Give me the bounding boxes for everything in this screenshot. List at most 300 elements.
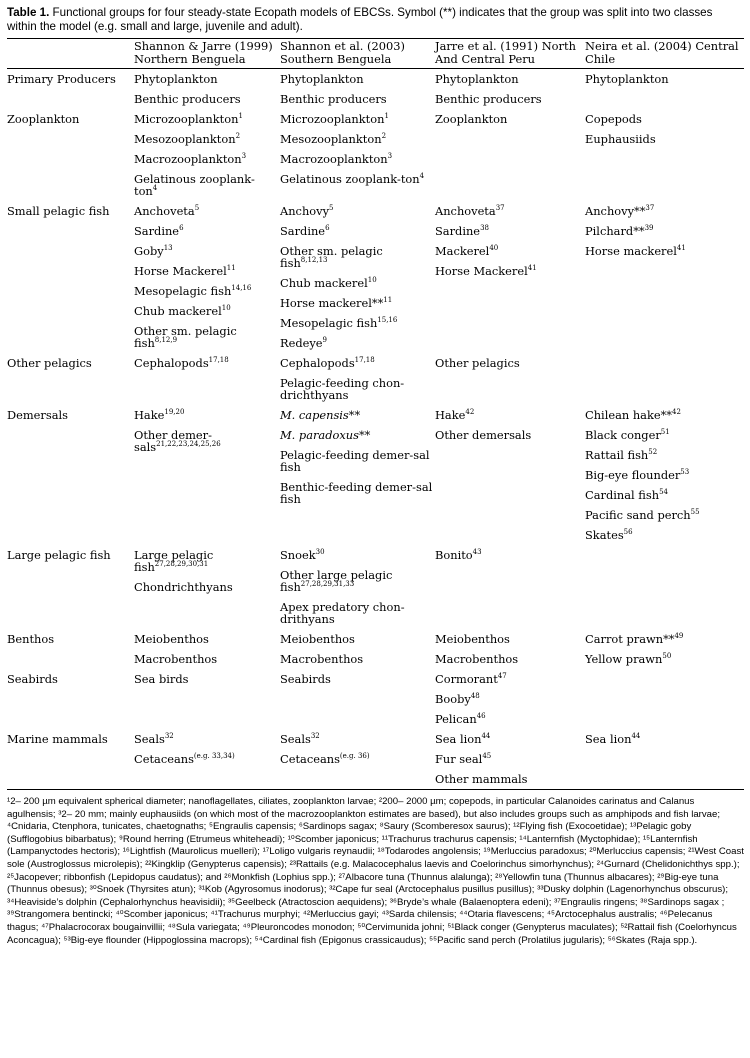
footnote-ref: 21,22,23,24,25,26 <box>156 440 221 449</box>
model-cell <box>134 729 280 790</box>
entry-name: Mackerel <box>435 244 490 258</box>
species-group-entry <box>134 69 278 89</box>
entry-name: Mesozooplankton <box>280 132 382 146</box>
entry-name: Rattail fish <box>585 448 649 462</box>
model-cell <box>435 629 585 669</box>
entry-name: Phytoplankton <box>435 72 519 86</box>
model-cell <box>585 201 744 353</box>
footnote-ref: 15,16 <box>377 316 398 325</box>
entry-name: Macrozooplankton <box>280 152 388 166</box>
group-label: Large pelagic fish <box>7 548 111 562</box>
table-header-row <box>7 39 744 69</box>
group-cell <box>7 201 134 353</box>
entry-name: Mesopelagic fish <box>134 284 232 298</box>
model-cell <box>435 729 585 790</box>
entry-name: M. paradoxus <box>280 428 359 442</box>
entry-name: Pelagic-feeding demer-sal fish <box>280 448 430 474</box>
entry-name: Horse mackerel** <box>280 296 384 310</box>
species-group-entry <box>435 241 583 261</box>
entry-name: Sea lion <box>435 732 482 746</box>
species-group-entry <box>280 669 433 689</box>
species-group-entry <box>585 445 742 465</box>
species-group-entry <box>585 525 742 545</box>
entry-name: Other mammals <box>435 772 528 786</box>
group-label: Zooplankton <box>7 112 80 126</box>
footnote-ref: 32 <box>310 732 320 741</box>
entry-name: Sardine <box>280 224 326 238</box>
group-cell <box>7 669 134 729</box>
footnote-ref: 45 <box>482 752 492 761</box>
model-cell <box>134 201 280 353</box>
entry-name: Macrozooplankton <box>134 152 242 166</box>
functional-groups-table <box>7 38 744 790</box>
entry-name: Benthic-feeding demer-sal fish <box>280 480 433 506</box>
footnote-ref: 39 <box>644 224 654 233</box>
table-caption <box>7 6 744 34</box>
footnote-ref: 44 <box>481 732 491 741</box>
footnote-ref: 10 <box>367 276 377 285</box>
entry-name: Cephalopods <box>134 356 209 370</box>
species-group-entry <box>280 149 433 169</box>
species-group-entry <box>585 505 742 525</box>
entry-name: Carrot prawn** <box>585 632 675 646</box>
species-group-entry <box>134 405 278 425</box>
group-cell <box>7 629 134 669</box>
entry-name: Cormorant <box>435 672 498 686</box>
species-group-entry <box>435 709 583 729</box>
entry-name: Sardine <box>134 224 180 238</box>
footnote-ref: 2 <box>381 132 387 141</box>
group-cell <box>7 353 134 405</box>
entry-name: Microzooplankton <box>280 112 385 126</box>
footnote-ref: 17,18 <box>354 356 375 365</box>
footnote-ref: 42 <box>672 408 681 417</box>
footnote-ref: 42 <box>465 408 475 417</box>
group-label: Seabirds <box>7 672 58 686</box>
entry-name: Macrobenthos <box>280 652 364 666</box>
entry-name: Redeye <box>280 336 323 350</box>
species-group-entry <box>435 89 583 109</box>
entry-name: Other sm. pelagic fish <box>280 244 383 270</box>
entry-name: Mesozooplankton <box>134 132 236 146</box>
species-group-entry <box>435 201 583 221</box>
species-group-entry <box>435 405 583 425</box>
entry-name: Chondrichthyans <box>134 580 233 594</box>
footnote-ref: 53 <box>680 468 690 477</box>
footnote-ref: 5 <box>194 204 200 213</box>
model-cell <box>435 69 585 110</box>
model-cell <box>585 109 744 201</box>
entry-name: Chilean hake** <box>585 408 672 422</box>
header-cell <box>7 39 134 69</box>
species-group-entry <box>280 445 433 477</box>
footnotes: ¹2– 200 µm equivalent spherical diameter; nanoflagellates, ciliates, zooplankton larvae; ²200– 2000 µm; copepods, in particular Calanoides carinatus and Calanus agulhensis; ³2– 20 mm; mainly euphausiids (on which most of the macrozooplankton estimates are based), but also includes groups such as amphipods and fish larvae; ⁴Cnidaria, Ctenphora, tunicates, chaetognaths; ⁵Engraulis capensis; ⁶Sardinops sagax; ⁸Saury (Scomberesox saurus); ¹²Flying fish (Exocoetidae); ¹³Pelagic goby (Sufflogobius bibarbatus); ⁹Round herring (Etrumeus whiteheadi); ¹⁰Scomber japonicus; ¹¹Trachurus trachurus capensis; ¹⁴Lanternfish (Myctophidae); ¹⁵Lanternfish (Lampanyctodes hectoris); ¹⁶Lightfish (Maurolicus muelleri); ¹⁷Loligo vulgaris reynaudii; ¹⁸Todarodes angolensis; ¹⁹Merluccius paradoxus; ²⁰Merluccius capensis; ²¹West Coast sole (Austroglossus microlepis); ²²Kingklip (Genypterus capensis); ²³Rattails (e.g. Malacocephalus laevis and Coelorinchus simorhynchus); ²⁴Gurnard (Chelidonichthys spp.); ²⁵Jacopever; ribbonfish (Lepidopus caudatus); and ²⁶Monkfish (Lophius spp.); ²⁷Albacore tuna (Thunnus alalunga); ²⁸Yellowfin tuna (Thunnus albacares); ²⁹Big-eye tuna (Thunnus obesus); ³⁰Snoek (Thyrsites atun); ³¹Kob (Agyrosomus inodorus); ³²Cape fur seal (Arctocephalus pusillus pusillus); ³³Dusky dolphin (Lagenorhynchus obscurus); ³⁴Heaviside’s dolphin (Cephalorhynchus heavisidii); ³⁵Geelbeck (Atractoscion aequidens); ³⁶Bryde’s whale (Balaenoptera edeni); ³⁷Engraulis ringens; ³⁸Sardinops sagax ; ³⁹Strangomera bentincki; ⁴⁰Scomber japonicus; ⁴¹Trachurus murphyi; ⁴²Merluccius gayi; ⁴³Sarda chilensis; ⁴⁴Otaria flavescens; ⁴⁵Arctocephalus australis; ⁴⁶Pelecanus thagus; ⁴⁷Phalacrocorax bougainvillii; ⁴⁸Sula variegata; ⁴⁹Pleuroncodes monodon; ⁵⁰Cervimunida johni; ⁵¹Black conger (Genypterus maculates); ⁵²Rattail fish (Coelorhyncus Aconcagua); ⁵³Big-eye flounder (Hippoglossina macrops); ⁵⁴Cardinal fish (Epigonus crassicaudus); ⁵⁵Pacific sand perch (Prolatilus jugularis); ⁵⁶Skates (Raja spp.). <box>7 796 744 946</box>
entry-name: Large pelagic fish <box>134 548 214 574</box>
species-group-entry <box>585 405 742 425</box>
entry-name: Chub mackerel <box>134 304 222 318</box>
species-group-entry <box>134 241 278 261</box>
footnote-ref: 38 <box>480 224 489 233</box>
entry-name: Benthic producers <box>280 92 387 106</box>
model-cell <box>280 69 435 110</box>
footnote-ref: (e.g. 36) <box>339 752 370 761</box>
model-cell <box>435 405 585 545</box>
footnote-ref: 27,28,29,30,31 <box>154 560 209 569</box>
entry-name: Seals <box>280 732 311 746</box>
model-cell <box>134 669 280 729</box>
entry-name: Copepods <box>585 112 642 126</box>
footnote-ref: 13 <box>163 244 173 253</box>
entry-name: Booby <box>435 692 471 706</box>
model-cell <box>134 405 280 545</box>
group-label: Primary Producers <box>7 72 116 86</box>
footnote-ref: 52 <box>648 448 658 457</box>
group-cell <box>7 545 134 629</box>
group-label: Small pelagic fish <box>7 204 110 218</box>
species-group-entry <box>585 629 742 649</box>
footnote-ref: 44 <box>631 732 641 741</box>
entry-name: Anchovy <box>280 204 330 218</box>
table-row <box>7 729 744 790</box>
footnote-ref: 37 <box>645 204 655 213</box>
species-group-entry <box>134 281 278 301</box>
entry-name: Mesopelagic fish <box>280 316 378 330</box>
model-cell <box>280 201 435 353</box>
entry-name: Microzooplankton <box>134 112 239 126</box>
species-group-entry <box>134 425 278 457</box>
group-label: Benthos <box>7 632 55 646</box>
header-cell: Shannon & Jarre (1999) Northern Benguela <box>134 39 280 69</box>
model-cell <box>280 629 435 669</box>
species-group-entry <box>585 649 742 669</box>
entry-name: Cardinal fish <box>585 488 660 502</box>
model-cell <box>585 69 744 110</box>
table-row <box>7 545 744 629</box>
model-cell <box>435 353 585 405</box>
header-cell: Neira et al. (2004) Central Chile <box>585 39 744 69</box>
species-group-entry <box>280 629 433 649</box>
footnote-ref: 10 <box>221 304 231 313</box>
footnote-ref: (e.g. 33,34) <box>193 752 235 761</box>
species-group-entry <box>280 729 433 749</box>
model-cell <box>585 405 744 545</box>
footnote-ref: 9 <box>322 336 327 345</box>
caption-text: Functional groups for four steady-state Ecopath models of EBCSs. Symbol (**) indicates that the group was split into two classes within the model (e.g. small and large, juvenile and adult). <box>7 6 713 33</box>
footnote-ref: 17,18 <box>208 356 229 365</box>
species-group-entry <box>134 353 278 373</box>
group-cell <box>7 405 134 545</box>
species-group-entry <box>280 89 433 109</box>
model-cell <box>280 545 435 629</box>
entry-name: Meiobenthos <box>435 632 510 646</box>
species-group-entry <box>280 649 433 669</box>
species-group-entry <box>280 597 433 629</box>
model-cell <box>134 353 280 405</box>
model-cell <box>585 669 744 729</box>
species-group-entry <box>585 221 742 241</box>
species-group-entry <box>280 313 433 333</box>
species-group-entry <box>280 241 433 273</box>
species-group-entry <box>280 477 433 509</box>
species-group-entry <box>435 729 583 749</box>
entry-name: Pelagic-feeding chon-drichthyans <box>280 376 405 402</box>
species-group-entry <box>585 201 742 221</box>
model-cell <box>134 629 280 669</box>
entry-name: Skates <box>585 528 624 542</box>
model-cell <box>585 353 744 405</box>
model-cell <box>585 729 744 790</box>
footnote-ref: 8,12,9 <box>154 336 178 345</box>
entry-name: Phytoplankton <box>280 72 364 86</box>
species-group-entry <box>435 769 583 789</box>
footnote-ref: 3 <box>387 152 393 161</box>
species-group-entry <box>585 485 742 505</box>
table-row <box>7 669 744 729</box>
species-group-entry <box>280 169 433 189</box>
footnote-ref: 30 <box>315 548 325 557</box>
species-group-entry <box>435 629 583 649</box>
model-cell <box>134 69 280 110</box>
entry-name: Macrobenthos <box>435 652 519 666</box>
entry-name: Other pelagics <box>435 356 520 370</box>
entry-name: Chub mackerel <box>280 276 368 290</box>
species-group-entry <box>280 373 433 405</box>
footnote-ref: 43 <box>472 548 482 557</box>
species-group-entry <box>585 129 742 149</box>
entry-name: Goby <box>134 244 164 258</box>
species-group-entry <box>585 109 742 129</box>
species-group-entry <box>435 649 583 669</box>
species-group-entry <box>134 129 278 149</box>
footnote-ref: 51 <box>660 428 670 437</box>
group-cell <box>7 69 134 110</box>
species-group-entry <box>134 629 278 649</box>
species-group-entry <box>134 201 278 221</box>
entry-name: Phytoplankton <box>585 72 669 86</box>
footnote-ref: 4 <box>152 184 158 193</box>
footnote-ref: 56 <box>623 528 633 537</box>
entry-name: Benthic producers <box>134 92 241 106</box>
species-group-entry <box>280 221 433 241</box>
species-group-entry <box>280 129 433 149</box>
entry-name: Horse mackerel <box>585 244 677 258</box>
entry-name: Benthic producers <box>435 92 542 106</box>
species-group-entry <box>435 109 583 129</box>
species-group-entry <box>435 353 583 373</box>
entry-name: Cetaceans <box>280 752 340 766</box>
footnote-ref: 6 <box>179 224 184 233</box>
model-cell <box>585 629 744 669</box>
entry-name: Gelatinous zooplank-ton <box>134 172 255 198</box>
entry-name: Anchovy** <box>585 204 646 218</box>
species-group-entry <box>134 89 278 109</box>
species-group-entry <box>435 669 583 689</box>
species-group-entry <box>134 301 278 321</box>
entry-name: Sardine <box>435 224 481 238</box>
entry-name: Anchoveta <box>435 204 496 218</box>
species-group-entry <box>280 749 433 769</box>
footnote-ref: 54 <box>659 488 668 497</box>
entry-name: Pacific sand perch <box>585 508 691 522</box>
species-group-entry <box>134 545 278 577</box>
species-group-entry <box>280 405 433 425</box>
species-group-entry <box>134 109 278 129</box>
model-cell <box>280 729 435 790</box>
species-group-entry <box>435 689 583 709</box>
entry-name: Other sm. pelagic fish <box>134 324 237 350</box>
species-group-entry <box>280 425 433 445</box>
footnote-ref: 41 <box>676 244 686 253</box>
model-cell <box>585 545 744 629</box>
species-group-entry <box>585 729 742 749</box>
footnote-ref: 1 <box>238 112 243 121</box>
footnote-ref: 5 <box>329 204 334 213</box>
table-row <box>7 629 744 669</box>
footnote-ref: 6 <box>325 224 330 233</box>
footnote-ref: 47 <box>497 672 507 681</box>
footnote-ref: 1 <box>384 112 389 121</box>
entry-name: Seabirds <box>280 672 331 686</box>
species-group-entry <box>134 577 278 597</box>
entry-name: Cephalopods <box>280 356 355 370</box>
entry-name: Apex predatory chon-drithyans <box>280 600 405 626</box>
entry-name: Hake <box>435 408 466 422</box>
entry-name: Fur seal <box>435 752 483 766</box>
group-label: Marine mammals <box>7 732 108 746</box>
group-label: Other pelagics <box>7 356 92 370</box>
entry-name: Horse Mackerel <box>134 264 227 278</box>
entry-name: Bonito <box>435 548 473 562</box>
entry-name: Pelican <box>435 712 477 726</box>
entry-name: Other large pelagic fish <box>280 568 393 594</box>
entry-name: Seals <box>134 732 165 746</box>
footnote-ref: 11 <box>226 264 236 273</box>
footnote-ref: 41 <box>527 264 537 273</box>
group-cell <box>7 109 134 201</box>
species-group-entry <box>134 149 278 169</box>
footnote-ref: 40 <box>489 244 499 253</box>
entry-name: M. capensis <box>280 408 349 422</box>
table-row <box>7 405 744 545</box>
species-group-entry <box>134 261 278 281</box>
species-group-entry <box>435 425 583 445</box>
entry-name: Meiobenthos <box>134 632 209 646</box>
footnote-ref: 19,20 <box>164 408 185 417</box>
species-group-entry <box>435 545 583 565</box>
footnote-ref: 8,12,13 <box>300 256 328 265</box>
species-group-entry <box>280 293 433 313</box>
table-row <box>7 69 744 110</box>
table-row <box>7 353 744 405</box>
entry-name: Hake <box>134 408 165 422</box>
footnote-ref: 4 <box>419 172 425 181</box>
footnote-ref: 2 <box>235 132 241 141</box>
entry-name: Gelatinous zooplank-ton <box>280 172 420 186</box>
model-cell <box>134 109 280 201</box>
footnote-ref: 32 <box>164 732 174 741</box>
entry-name: Black conger <box>585 428 661 442</box>
entry-name: Zooplankton <box>435 112 508 126</box>
table-row <box>7 201 744 353</box>
model-cell <box>435 669 585 729</box>
species-group-entry <box>280 201 433 221</box>
footnote-ref: 48 <box>470 692 480 701</box>
entry-name: Macrobenthos <box>134 652 218 666</box>
species-group-entry <box>435 261 583 281</box>
group-cell <box>7 729 134 790</box>
species-group-entry <box>585 241 742 261</box>
footnote-ref: 14,16 <box>231 284 252 293</box>
species-group-entry <box>134 749 278 769</box>
species-group-entry <box>280 353 433 373</box>
footnote-ref: 55 <box>690 508 700 517</box>
model-cell <box>435 545 585 629</box>
footnote-ref: 50 <box>662 652 672 661</box>
model-cell <box>435 201 585 353</box>
footnote-ref: 11 <box>383 296 393 305</box>
species-group-entry <box>435 69 583 89</box>
species-group-entry <box>280 565 433 597</box>
document-page <box>7 6 744 947</box>
species-group-entry <box>280 69 433 89</box>
model-cell <box>280 405 435 545</box>
entry-name: Cetaceans <box>134 752 194 766</box>
species-group-entry <box>435 221 583 241</box>
model-cell <box>134 545 280 629</box>
entry-name: Horse Mackerel <box>435 264 528 278</box>
species-group-entry <box>280 109 433 129</box>
species-group-entry <box>134 649 278 669</box>
species-group-entry <box>134 669 278 689</box>
species-group-entry <box>280 273 433 293</box>
footnote-ref: 37 <box>495 204 505 213</box>
split-marker: ** <box>358 428 371 442</box>
header-cell: Jarre et al. (1991) North And Central Peru <box>435 39 585 69</box>
entry-name: Phytoplankton <box>134 72 218 86</box>
entry-name: Other demersals <box>435 428 532 442</box>
species-group-entry <box>134 169 278 201</box>
species-group-entry <box>280 333 433 353</box>
header-cell: Shannon et al. (2003) Southern Benguela <box>280 39 435 69</box>
species-group-entry <box>585 465 742 485</box>
entry-name: Sea birds <box>134 672 189 686</box>
model-cell <box>280 109 435 201</box>
entry-name: Snoek <box>280 548 316 562</box>
table-row <box>7 109 744 201</box>
entry-name: Other demer-sals <box>134 428 212 454</box>
footnote-ref: 49 <box>674 632 684 641</box>
model-cell <box>280 669 435 729</box>
entry-name: Euphausiids <box>585 132 656 146</box>
species-group-entry <box>134 729 278 749</box>
table-label: Table 1. <box>7 6 50 19</box>
table-body <box>7 69 744 790</box>
entry-name: Sea lion <box>585 732 632 746</box>
species-group-entry <box>134 321 278 353</box>
footnote-ref: 3 <box>241 152 247 161</box>
group-label: Demersals <box>7 408 68 422</box>
entry-name: Yellow prawn <box>585 652 663 666</box>
footnote-ref: 46 <box>476 712 486 721</box>
entry-name: Pilchard** <box>585 224 645 238</box>
species-group-entry <box>280 545 433 565</box>
species-group-entry <box>134 221 278 241</box>
entry-name: Anchoveta <box>134 204 195 218</box>
split-marker: ** <box>348 408 361 422</box>
species-group-entry <box>585 69 742 89</box>
footnote-ref: 27,28,29,31,33 <box>300 580 355 589</box>
species-group-entry <box>585 425 742 445</box>
